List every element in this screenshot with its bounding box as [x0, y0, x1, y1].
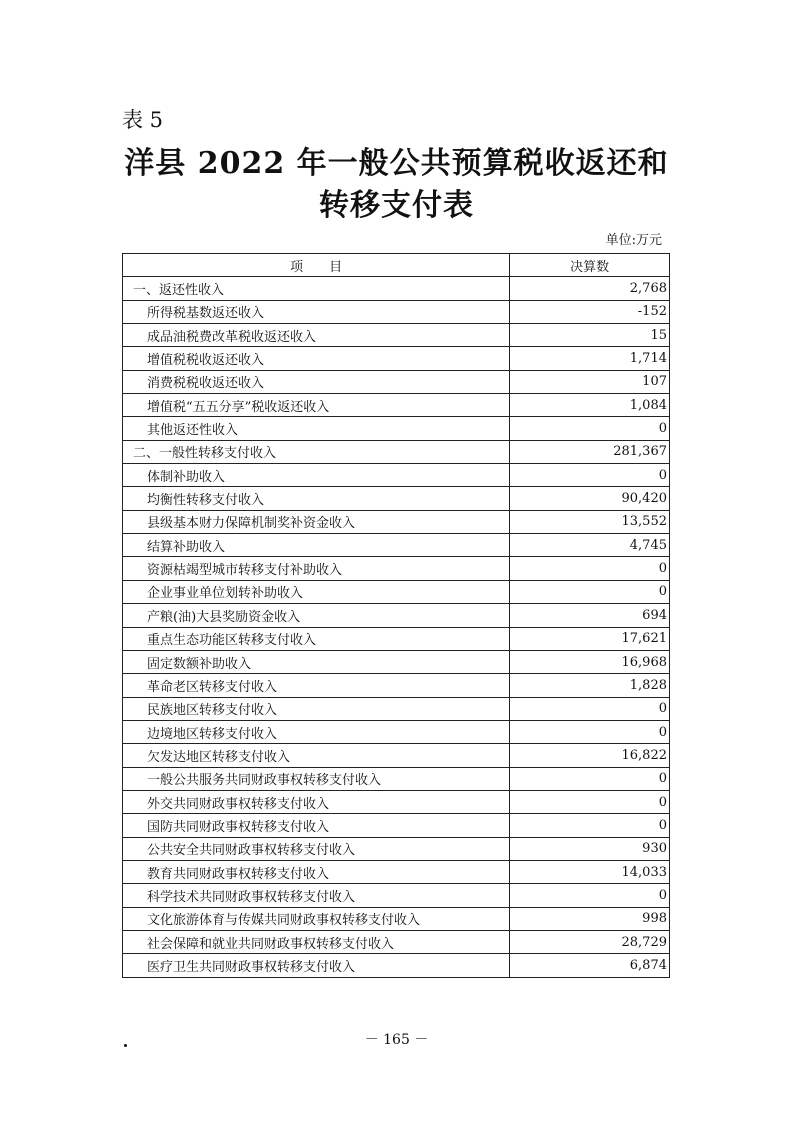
- row-item-value: 4,745: [510, 534, 670, 557]
- table-row: [123, 510, 670, 533]
- table-row: [123, 557, 670, 580]
- table-row: [123, 324, 670, 347]
- row-item-value: 17,621: [510, 627, 670, 650]
- row-item-name: 边境地区转移支付收入: [123, 720, 510, 743]
- row-item-name: 体制补助收入: [123, 464, 510, 487]
- row-item-value: 14,033: [510, 860, 670, 883]
- table-body: [123, 277, 670, 977]
- row-item-name: 固定数额补助收入: [123, 650, 510, 673]
- table-header-row: [123, 254, 670, 277]
- row-item-name: 教育共同财政事权转移支付收入: [123, 860, 510, 883]
- table-row: [123, 790, 670, 813]
- table-row: [123, 930, 670, 953]
- row-item-name: 增值税税收返还收入: [123, 347, 510, 370]
- table-row: [123, 277, 670, 300]
- page-title-line2: 转移支付表: [319, 188, 474, 223]
- row-item-value: 1,828: [510, 674, 670, 697]
- row-item-name: 县级基本财力保障机制奖补资金收入: [123, 510, 510, 533]
- row-item-value: 15: [510, 324, 670, 347]
- table-row: [123, 394, 670, 417]
- row-item-name: 消费税税收返还收入: [123, 370, 510, 393]
- row-item-name: 革命老区转移支付收入: [123, 674, 510, 697]
- header-amount: 决算数: [510, 254, 670, 277]
- row-item-name: 增值税“五五分享”税收返还收入: [123, 394, 510, 417]
- table-row: [123, 370, 670, 393]
- row-item-value: 694: [510, 604, 670, 627]
- table-row: [123, 837, 670, 860]
- row-item-value: 16,822: [510, 744, 670, 767]
- table-row: [123, 954, 670, 977]
- table-row: [123, 884, 670, 907]
- table-row: [123, 674, 670, 697]
- row-item-value: 1,084: [510, 394, 670, 417]
- table-row: [123, 744, 670, 767]
- table-row: [123, 720, 670, 743]
- row-item-value: 6,874: [510, 954, 670, 977]
- row-item-value: 0: [510, 580, 670, 603]
- table-row: [123, 487, 670, 510]
- row-item-name: 欠发达地区转移支付收入: [123, 744, 510, 767]
- row-item-value: 0: [510, 884, 670, 907]
- row-item-name: 一般公共服务共同财政事权转移支付收入: [123, 767, 510, 790]
- table-row: [123, 580, 670, 603]
- row-item-name: 所得税基数返还收入: [123, 300, 510, 323]
- margin-dot: [124, 1044, 127, 1047]
- header-item: 项 目: [123, 254, 510, 277]
- row-item-value: 90,420: [510, 487, 670, 510]
- row-item-name: 民族地区转移支付收入: [123, 697, 510, 720]
- row-item-value: 0: [510, 814, 670, 837]
- row-item-name: 科学技术共同财政事权转移支付收入: [123, 884, 510, 907]
- table-row: [123, 767, 670, 790]
- row-item-value: 0: [510, 464, 670, 487]
- row-item-value: 0: [510, 767, 670, 790]
- row-item-name: 企业事业单位划转补助收入: [123, 580, 510, 603]
- row-item-value: 28,729: [510, 930, 670, 953]
- row-item-value: 0: [510, 790, 670, 813]
- table-row: [123, 347, 670, 370]
- page-number: － 165 －: [364, 1032, 429, 1048]
- row-item-name: 资源枯竭型城市转移支付补助收入: [123, 557, 510, 580]
- table-row: [123, 650, 670, 673]
- row-item-name: 均衡性转移支付收入: [123, 487, 510, 510]
- table-row: [123, 627, 670, 650]
- table-row: [123, 464, 670, 487]
- table-label: 表 5: [122, 108, 164, 132]
- row-item-value: 107: [510, 370, 670, 393]
- row-item-value: 0: [510, 697, 670, 720]
- row-item-name: 其他返还性收入: [123, 417, 510, 440]
- table-row: [123, 417, 670, 440]
- table-row: [123, 300, 670, 323]
- row-item-name: 结算补助收入: [123, 534, 510, 557]
- row-item-name: 一、返还性收入: [123, 277, 510, 300]
- row-item-value: 16,968: [510, 650, 670, 673]
- unit-label: 单位:万元: [605, 233, 662, 248]
- page-title: 洋县 2022 年一般公共预算税收返还和: [124, 146, 669, 181]
- budget-table: [122, 253, 670, 978]
- table-row: [123, 604, 670, 627]
- row-item-value: 2,768: [510, 277, 670, 300]
- row-item-name: 二、一般性转移支付收入: [123, 440, 510, 463]
- row-item-value: 13,552: [510, 510, 670, 533]
- table-row: [123, 814, 670, 837]
- row-item-value: 930: [510, 837, 670, 860]
- row-item-value: -152: [510, 300, 670, 323]
- row-item-name: 国防共同财政事权转移支付收入: [123, 814, 510, 837]
- row-item-name: 外交共同财政事权转移支付收入: [123, 790, 510, 813]
- row-item-name: 产粮(油)大县奖励资金收入: [123, 604, 510, 627]
- table-row: [123, 534, 670, 557]
- row-item-name: 公共安全共同财政事权转移支付收入: [123, 837, 510, 860]
- row-item-value: 998: [510, 907, 670, 930]
- table-row: [123, 440, 670, 463]
- row-item-value: 281,367: [510, 440, 670, 463]
- table-row: [123, 860, 670, 883]
- row-item-name: 文化旅游体育与传媒共同财政事权转移支付收入: [123, 907, 510, 930]
- table-row: [123, 907, 670, 930]
- row-item-name: 医疗卫生共同财政事权转移支付收入: [123, 954, 510, 977]
- row-item-name: 重点生态功能区转移支付收入: [123, 627, 510, 650]
- row-item-value: 0: [510, 417, 670, 440]
- row-item-value: 0: [510, 557, 670, 580]
- row-item-name: 社会保障和就业共同财政事权转移支付收入: [123, 930, 510, 953]
- table-row: [123, 697, 670, 720]
- row-item-name: 成品油税费改革税收返还收入: [123, 324, 510, 347]
- row-item-value: 0: [510, 720, 670, 743]
- row-item-value: 1,714: [510, 347, 670, 370]
